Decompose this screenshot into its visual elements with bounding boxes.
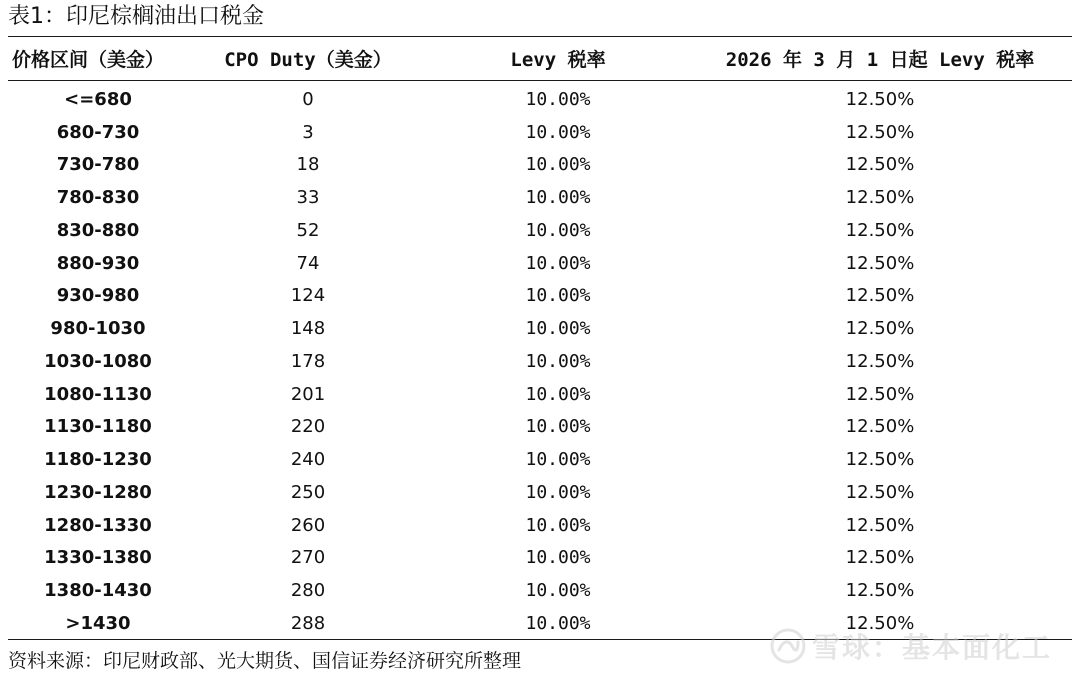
table-body <box>8 80 1072 640</box>
cell-levy-rate-2026: 12.50% <box>845 154 915 176</box>
table-row <box>8 542 1072 575</box>
cell-cpo-duty: 260 <box>290 514 326 536</box>
watermark <box>770 627 1052 665</box>
cell-price-range: <=680 <box>64 88 132 110</box>
cell-levy-rate-2026: 12.50% <box>845 481 915 503</box>
cell-cpo-duty: 201 <box>290 383 326 405</box>
cell-cpo-duty: 74 <box>296 252 320 274</box>
table-row <box>8 149 1072 182</box>
table-row <box>8 80 1072 116</box>
cell-price-range: 1380-1430 <box>44 580 152 602</box>
cell-cpo-duty: 18 <box>296 154 320 176</box>
cell-levy-rate-2026: 12.50% <box>845 187 915 209</box>
cell-levy-rate-2026: 12.50% <box>845 383 915 405</box>
cell-levy-rate: 10.00% <box>525 481 591 503</box>
cell-price-range: 680-730 <box>56 121 140 143</box>
cell-levy-rate-2026: 12.50% <box>845 318 915 340</box>
cell-cpo-duty: 270 <box>290 547 326 569</box>
cell-price-range: 830-880 <box>56 219 140 241</box>
palm-oil-export-tax-table <box>8 37 1072 640</box>
cell-levy-rate: 10.00% <box>525 514 591 536</box>
cell-price-range: 1080-1130 <box>44 383 152 405</box>
table-row <box>8 280 1072 313</box>
table-row <box>8 214 1072 247</box>
cell-cpo-duty: 33 <box>296 187 320 209</box>
cell-price-range: 930-980 <box>56 285 140 307</box>
cell-cpo-duty: 178 <box>290 350 326 372</box>
table-row <box>8 378 1072 411</box>
cell-cpo-duty: 220 <box>290 416 326 438</box>
cell-levy-rate-2026: 12.50% <box>845 219 915 241</box>
source-note: 资料来源：印尼财政部、光大期货、国信证券经济研究所整理 <box>8 650 522 672</box>
cell-price-range: 1030-1080 <box>44 350 152 372</box>
cell-cpo-duty: 52 <box>296 219 320 241</box>
cell-price-range: >1430 <box>65 612 131 634</box>
cell-price-range: 1330-1380 <box>44 547 152 569</box>
cell-levy-rate-2026: 12.50% <box>845 416 915 438</box>
table-row <box>8 345 1072 378</box>
cell-price-range: 1230-1280 <box>44 481 152 503</box>
cell-levy-rate: 10.00% <box>525 88 591 110</box>
cell-levy-rate-2026: 12.50% <box>845 449 915 471</box>
cell-cpo-duty: 288 <box>290 612 326 634</box>
cell-cpo-duty: 3 <box>302 121 314 143</box>
table-row <box>8 476 1072 509</box>
header-levy-rate-2026: 2026 年 3 月 1 日起 Levy 税率 <box>725 49 1035 71</box>
table-row <box>8 509 1072 542</box>
header-cpo-duty: CPO Duty（美金） <box>224 49 392 71</box>
cell-levy-rate: 10.00% <box>525 416 591 438</box>
snowball-logo-icon <box>770 628 806 664</box>
cell-levy-rate: 10.00% <box>525 154 591 176</box>
cell-levy-rate: 10.00% <box>525 350 591 372</box>
cell-levy-rate: 10.00% <box>525 547 591 569</box>
cell-levy-rate: 10.00% <box>525 285 591 307</box>
cell-levy-rate: 10.00% <box>525 187 591 209</box>
cell-levy-rate-2026: 12.50% <box>845 252 915 274</box>
cell-cpo-duty: 0 <box>302 88 314 110</box>
cell-price-range: 730-780 <box>56 154 140 176</box>
cell-levy-rate: 10.00% <box>525 449 591 471</box>
watermark-text: 雪球：基本面化工 <box>811 631 1052 664</box>
table-header-row <box>8 37 1072 80</box>
cell-levy-rate: 10.00% <box>525 318 591 340</box>
cell-price-range: 780-830 <box>56 187 140 209</box>
cell-price-range: 880-930 <box>56 252 140 274</box>
cell-cpo-duty: 240 <box>290 449 326 471</box>
cell-levy-rate-2026: 12.50% <box>845 285 915 307</box>
cell-cpo-duty: 124 <box>290 285 326 307</box>
cell-cpo-duty: 280 <box>290 580 326 602</box>
table-row <box>8 574 1072 607</box>
cell-levy-rate-2026: 12.50% <box>845 121 915 143</box>
table-row <box>8 312 1072 345</box>
cell-levy-rate-2026: 12.50% <box>845 88 915 110</box>
cell-price-range: 1280-1330 <box>44 514 152 536</box>
cell-cpo-duty: 250 <box>290 481 326 503</box>
cell-levy-rate: 10.00% <box>525 612 591 634</box>
cell-price-range: 980-1030 <box>50 318 146 340</box>
table-row <box>8 116 1072 149</box>
table-row <box>8 181 1072 214</box>
cell-levy-rate: 10.00% <box>525 252 591 274</box>
cell-levy-rate: 10.00% <box>525 219 591 241</box>
cell-cpo-duty: 148 <box>290 318 326 340</box>
cell-levy-rate: 10.00% <box>525 580 591 602</box>
table-title: 表1：印尼棕榈油出口税金 <box>8 4 264 29</box>
table-row <box>8 411 1072 444</box>
cell-levy-rate: 10.00% <box>525 121 591 143</box>
cell-levy-rate-2026: 12.50% <box>845 547 915 569</box>
cell-price-range: 1180-1230 <box>44 449 152 471</box>
cell-levy-rate-2026: 12.50% <box>845 514 915 536</box>
cell-levy-rate: 10.00% <box>525 383 591 405</box>
cell-levy-rate-2026: 12.50% <box>845 612 915 634</box>
cell-levy-rate-2026: 12.50% <box>845 350 915 372</box>
cell-price-range: 1130-1180 <box>44 416 152 438</box>
table-row <box>8 443 1072 476</box>
header-levy-rate: Levy 税率 <box>510 49 606 71</box>
table-row <box>8 247 1072 280</box>
header-price-range: 价格区间（美金） <box>12 49 165 71</box>
cell-levy-rate-2026: 12.50% <box>845 580 915 602</box>
